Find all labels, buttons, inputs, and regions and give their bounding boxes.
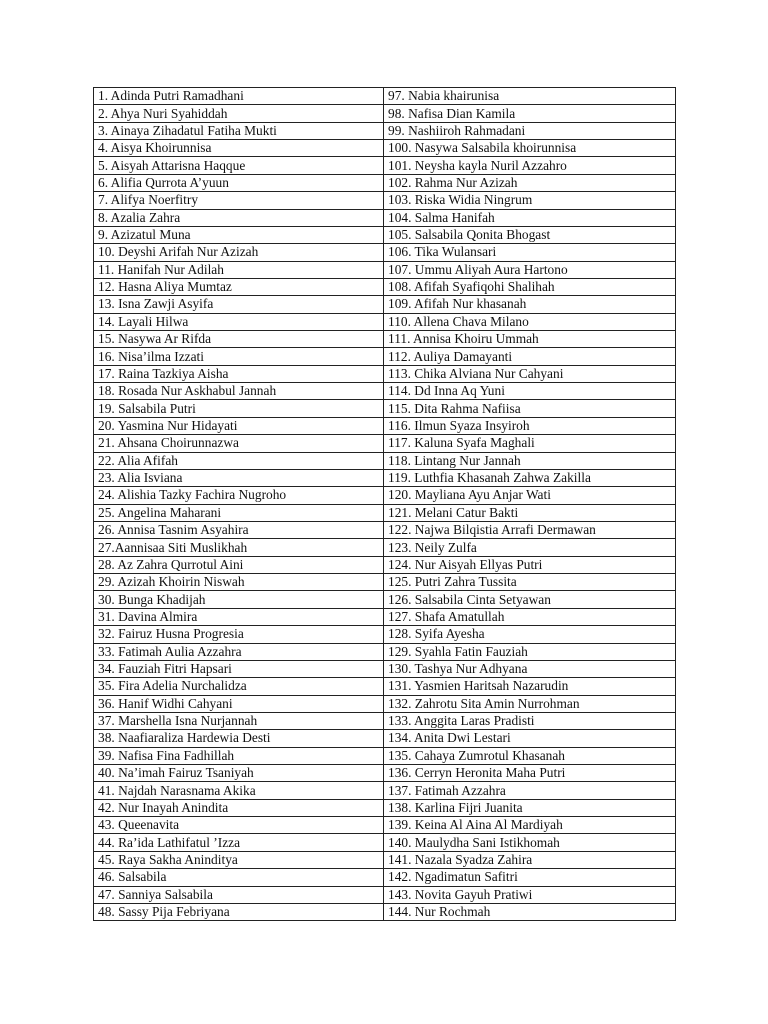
table-row — [94, 886, 676, 903]
name-cell-left: 32. Fairuz Husna Progresia — [94, 626, 384, 643]
name-cell-left: 15. Nasywa Ar Rifda — [94, 331, 384, 348]
table-row — [94, 643, 676, 660]
name-cell-right: 123. Neily Zulfa — [384, 539, 676, 556]
table-row — [94, 504, 676, 521]
name-cell-right: 104. Salma Hanifah — [384, 209, 676, 226]
table-row — [94, 435, 676, 452]
name-cell-right: 102. Rahma Nur Azizah — [384, 174, 676, 191]
name-cell-left: 11. Hanifah Nur Adilah — [94, 261, 384, 278]
table-row — [94, 140, 676, 157]
name-cell-left: 35. Fira Adelia Nurchalidza — [94, 678, 384, 695]
name-cell-left: 7. Alifya Noerfitry — [94, 192, 384, 209]
name-cell-right: 141. Nazala Syadza Zahira — [384, 851, 676, 868]
table-row — [94, 765, 676, 782]
name-cell-right: 140. Maulydha Sani Istikhomah — [384, 834, 676, 851]
table-row — [94, 452, 676, 469]
name-cell-right: 131. Yasmien Haritsah Nazarudin — [384, 678, 676, 695]
name-cell-right: 116. Ilmun Syaza Insyiroh — [384, 417, 676, 434]
table-row — [94, 383, 676, 400]
table-row — [94, 313, 676, 330]
table-row — [94, 608, 676, 625]
name-cell-left: 19. Salsabila Putri — [94, 400, 384, 417]
table-row — [94, 695, 676, 712]
name-cell-left: 40. Na’imah Fairuz Tsaniyah — [94, 765, 384, 782]
name-cell-right: 139. Keina Al Aina Al Mardiyah — [384, 817, 676, 834]
name-cell-left: 14. Layali Hilwa — [94, 313, 384, 330]
table-row — [94, 903, 676, 920]
table-row — [94, 782, 676, 799]
name-cell-left: 9. Azizatul Muna — [94, 226, 384, 243]
table-row — [94, 174, 676, 191]
table-row — [94, 521, 676, 538]
name-cell-left: 30. Bunga Khadijah — [94, 591, 384, 608]
name-cell-left: 37. Marshella Isna Nurjannah — [94, 712, 384, 729]
name-cell-right: 132. Zahrotu Sita Amin Nurrohman — [384, 695, 676, 712]
table-row — [94, 834, 676, 851]
name-cell-right: 114. Dd Inna Aq Yuni — [384, 383, 676, 400]
table-row — [94, 348, 676, 365]
name-cell-left: 46. Salsabila — [94, 869, 384, 886]
table-row — [94, 88, 676, 105]
name-cell-right: 103. Riska Widia Ningrum — [384, 192, 676, 209]
name-list-body — [94, 88, 676, 921]
name-cell-right: 97. Nabia khairunisa — [384, 88, 676, 105]
name-cell-left: 38. Naafiaraliza Hardewia Desti — [94, 730, 384, 747]
table-row — [94, 261, 676, 278]
table-row — [94, 851, 676, 868]
name-cell-right: 125. Putri Zahra Tussita — [384, 574, 676, 591]
name-cell-left: 12. Hasna Aliya Mumtaz — [94, 278, 384, 295]
name-cell-left: 44. Ra’ida Lathifatul ’Izza — [94, 834, 384, 851]
name-cell-left: 25. Angelina Maharani — [94, 504, 384, 521]
name-cell-right: 109. Afifah Nur khasanah — [384, 296, 676, 313]
table-row — [94, 730, 676, 747]
name-cell-left: 3. Ainaya Zihadatul Fatiha Mukti — [94, 122, 384, 139]
table-row — [94, 105, 676, 122]
table-row — [94, 799, 676, 816]
name-list-table — [93, 87, 676, 921]
name-cell-left: 22. Alia Afifah — [94, 452, 384, 469]
name-cell-right: 108. Afifah Syafiqohi Shalihah — [384, 278, 676, 295]
table-row — [94, 400, 676, 417]
table-row — [94, 278, 676, 295]
name-cell-left: 31. Davina Almira — [94, 608, 384, 625]
name-cell-left: 23. Alia Isviana — [94, 469, 384, 486]
name-cell-right: 127. Shafa Amatullah — [384, 608, 676, 625]
table-row — [94, 296, 676, 313]
name-cell-right: 122. Najwa Bilqistia Arrafi Dermawan — [384, 521, 676, 538]
table-row — [94, 556, 676, 573]
name-cell-right: 100. Nasywa Salsabila khoirunnisa — [384, 140, 676, 157]
name-cell-left: 36. Hanif Widhi Cahyani — [94, 695, 384, 712]
name-cell-right: 137. Fatimah Azzahra — [384, 782, 676, 799]
name-cell-right: 126. Salsabila Cinta Setyawan — [384, 591, 676, 608]
name-cell-right: 142. Ngadimatun Safitri — [384, 869, 676, 886]
name-cell-right: 115. Dita Rahma Nafiisa — [384, 400, 676, 417]
name-cell-right: 136. Cerryn Heronita Maha Putri — [384, 765, 676, 782]
name-cell-right: 111. Annisa Khoiru Ummah — [384, 331, 676, 348]
name-cell-right: 113. Chika Alviana Nur Cahyani — [384, 365, 676, 382]
name-cell-right: 129. Syahla Fatin Fauziah — [384, 643, 676, 660]
name-cell-left: 21. Ahsana Choirunnazwa — [94, 435, 384, 452]
name-cell-left: 1. Adinda Putri Ramadhani — [94, 88, 384, 105]
name-cell-right: 101. Neysha kayla Nuril Azzahro — [384, 157, 676, 174]
table-row — [94, 417, 676, 434]
name-cell-right: 124. Nur Aisyah Ellyas Putri — [384, 556, 676, 573]
name-cell-right: 98. Nafisa Dian Kamila — [384, 105, 676, 122]
name-cell-left: 17. Raina Tazkiya Aisha — [94, 365, 384, 382]
name-cell-left: 5. Aisyah Attarisna Haqque — [94, 157, 384, 174]
name-cell-right: 107. Ummu Aliyah Aura Hartono — [384, 261, 676, 278]
name-cell-right: 135. Cahaya Zumrotul Khasanah — [384, 747, 676, 764]
name-cell-right: 138. Karlina Fijri Juanita — [384, 799, 676, 816]
name-cell-right: 133. Anggita Laras Pradisti — [384, 712, 676, 729]
table-row — [94, 660, 676, 677]
name-cell-right: 112. Auliya Damayanti — [384, 348, 676, 365]
table-row — [94, 157, 676, 174]
name-cell-left: 2. Ahya Nuri Syahiddah — [94, 105, 384, 122]
table-row — [94, 122, 676, 139]
name-cell-right: 117. Kaluna Syafa Maghali — [384, 435, 676, 452]
name-cell-right: 121. Melani Catur Bakti — [384, 504, 676, 521]
name-cell-left: 27.Aannisaa Siti Muslikhah — [94, 539, 384, 556]
name-cell-left: 45. Raya Sakha Aninditya — [94, 851, 384, 868]
name-cell-right: 119. Luthfia Khasanah Zahwa Zakilla — [384, 469, 676, 486]
name-cell-right: 144. Nur Rochmah — [384, 903, 676, 920]
name-cell-left: 6. Alifia Qurrota A’yuun — [94, 174, 384, 191]
name-cell-left: 29. Azizah Khoirin Niswah — [94, 574, 384, 591]
name-cell-left: 18. Rosada Nur Askhabul Jannah — [94, 383, 384, 400]
name-cell-left: 10. Deyshi Arifah Nur Azizah — [94, 244, 384, 261]
name-cell-right: 99. Nashiiroh Rahmadani — [384, 122, 676, 139]
name-cell-left: 26. Annisa Tasnim Asyahira — [94, 521, 384, 538]
table-row — [94, 209, 676, 226]
name-cell-right: 128. Syifa Ayesha — [384, 626, 676, 643]
table-row — [94, 678, 676, 695]
name-cell-right: 105. Salsabila Qonita Bhogast — [384, 226, 676, 243]
table-row — [94, 331, 676, 348]
name-cell-right: 118. Lintang Nur Jannah — [384, 452, 676, 469]
name-cell-left: 28. Az Zahra Qurrotul Aini — [94, 556, 384, 573]
name-cell-left: 33. Fatimah Aulia Azzahra — [94, 643, 384, 660]
table-row — [94, 539, 676, 556]
name-cell-left: 8. Azalia Zahra — [94, 209, 384, 226]
name-cell-left: 24. Alishia Tazky Fachira Nugroho — [94, 487, 384, 504]
name-cell-left: 34. Fauziah Fitri Hapsari — [94, 660, 384, 677]
table-row — [94, 817, 676, 834]
name-cell-left: 13. Isna Zawji Asyifa — [94, 296, 384, 313]
name-cell-right: 110. Allena Chava Milano — [384, 313, 676, 330]
table-row — [94, 487, 676, 504]
table-row — [94, 192, 676, 209]
name-cell-left: 4. Aisya Khoirunnisa — [94, 140, 384, 157]
table-row — [94, 747, 676, 764]
name-cell-left: 41. Najdah Narasnama Akika — [94, 782, 384, 799]
name-cell-left: 20. Yasmina Nur Hidayati — [94, 417, 384, 434]
table-row — [94, 226, 676, 243]
name-cell-right: 134. Anita Dwi Lestari — [384, 730, 676, 747]
table-row — [94, 869, 676, 886]
table-row — [94, 365, 676, 382]
table-row — [94, 244, 676, 261]
name-cell-right: 120. Mayliana Ayu Anjar Wati — [384, 487, 676, 504]
table-row — [94, 574, 676, 591]
table-row — [94, 626, 676, 643]
name-cell-left: 42. Nur Inayah Anindita — [94, 799, 384, 816]
table-row — [94, 712, 676, 729]
name-cell-left: 48. Sassy Pija Febriyana — [94, 903, 384, 920]
name-cell-right: 106. Tika Wulansari — [384, 244, 676, 261]
name-cell-left: 16. Nisa’ilma Izzati — [94, 348, 384, 365]
name-cell-left: 39. Nafisa Fina Fadhillah — [94, 747, 384, 764]
table-row — [94, 591, 676, 608]
name-cell-right: 130. Tashya Nur Adhyana — [384, 660, 676, 677]
name-cell-left: 43. Queenavita — [94, 817, 384, 834]
name-cell-right: 143. Novita Gayuh Pratiwi — [384, 886, 676, 903]
name-cell-left: 47. Sanniya Salsabila — [94, 886, 384, 903]
table-row — [94, 469, 676, 486]
